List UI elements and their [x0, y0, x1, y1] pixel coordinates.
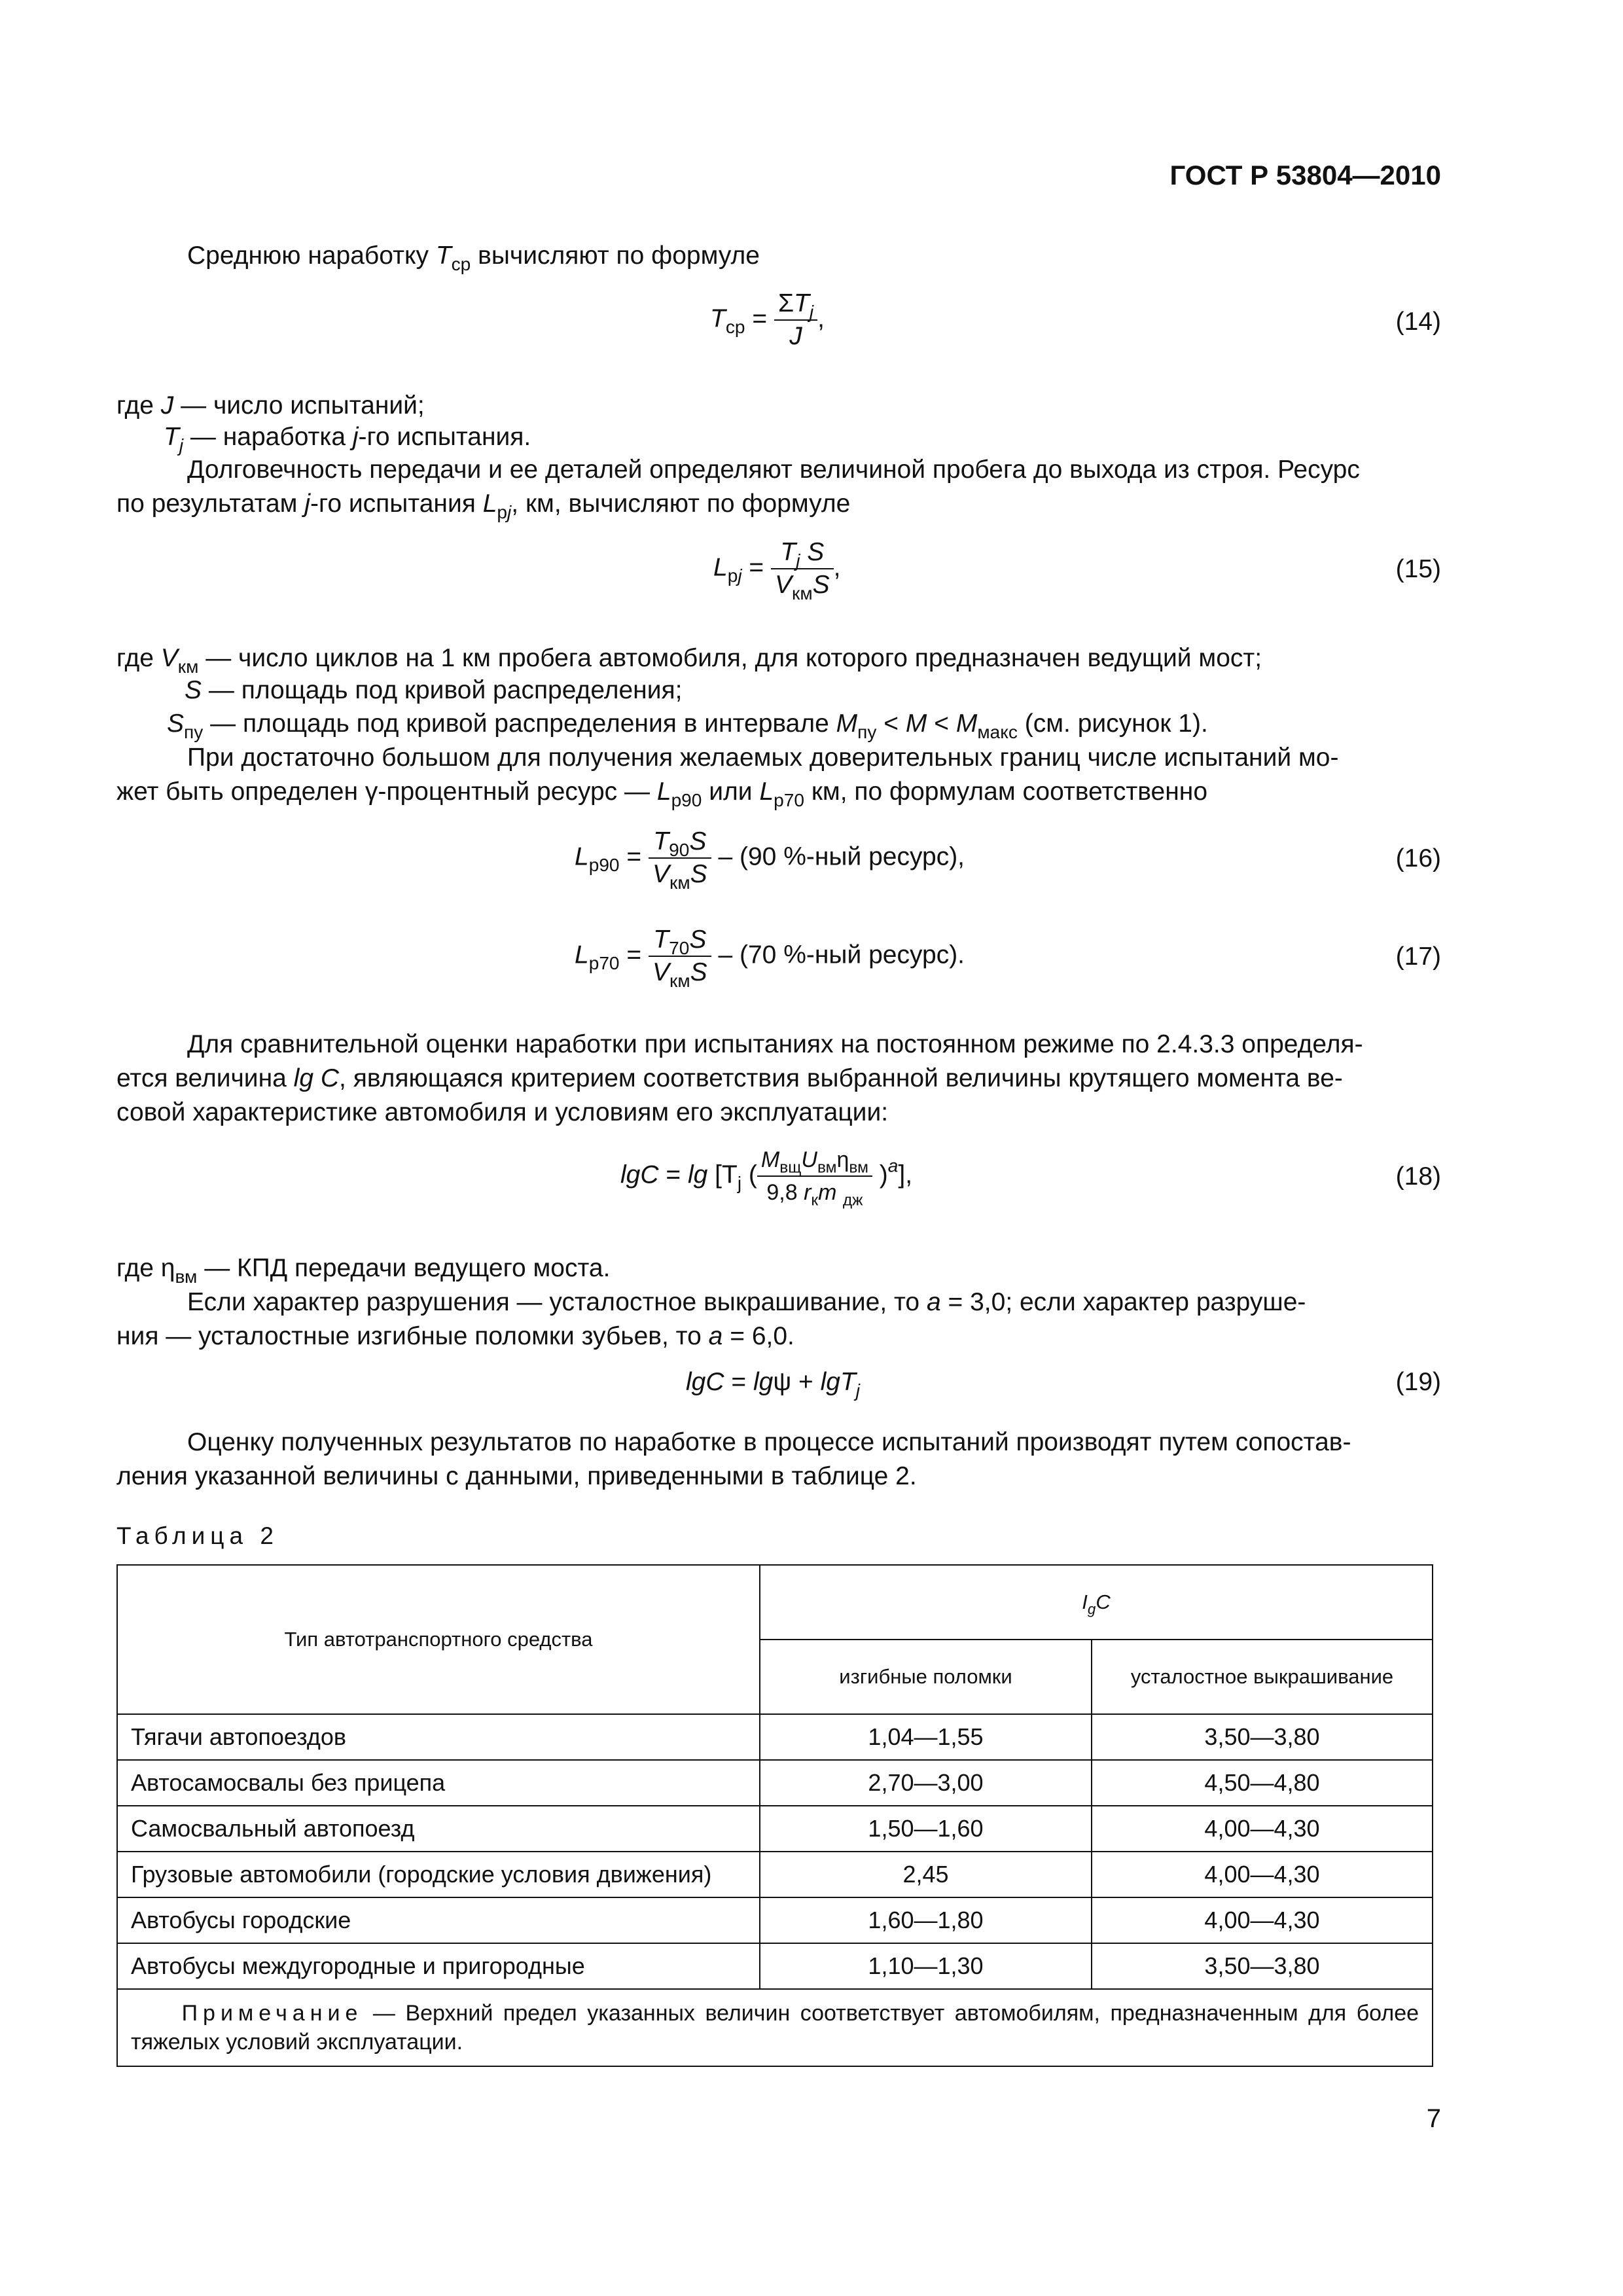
formula-18: $\lg C = \lg [T_j$ ( $\frac{M_{вщ}U_{вм}\eta_{вм}}{9,8 r_кm _{дж}}$ )$^a$], — [620, 1144, 912, 1208]
paragraph-gamma-2: жет быть определен γ-процентный ресурс — $L_{р90}$ или $L_{р70}$ км, по формулам соответственно — [116, 778, 1208, 810]
cell-vehicle-type: Автобусы городские — [117, 1897, 760, 1943]
table-row — [117, 1760, 1433, 1806]
where-tj: $T_j$ — наработка j-го испытания. — [164, 423, 531, 456]
paragraph-mean-runtime: Среднюю наработку $T_{ср}$ вычисляют по формуле — [187, 242, 760, 274]
formula-16: $L_{р90}$ = $\frac{T_{90}S}{V_{км}S}$ – (90 %-ный ресурс), — [575, 827, 965, 893]
note-label: Примечание — [181, 2001, 363, 2026]
equation-number-19: (19) — [1395, 1368, 1441, 1396]
cell-vehicle-type: Самосвальный автопоезд — [117, 1806, 760, 1852]
equation-number-18: (18) — [1395, 1162, 1441, 1191]
where-s: S — площадь под кривой распределения; — [185, 676, 683, 704]
paragraph-assessment-2: ления указанной величины с данными, приведенными в таблице 2. — [116, 1462, 917, 1490]
table-caption: Таблица 2 — [116, 1522, 279, 1549]
paragraph-assessment-1: Оценку полученных результатов по наработке в процессе испытаний производят путем сопостав- — [187, 1428, 1351, 1456]
header-bending-breakage: изгибные поломки — [760, 1640, 1092, 1714]
cell-bending: 2,45 — [760, 1852, 1092, 1897]
paragraph-durability-1: Долговечность передачи и ее деталей определяют величиной пробега до выхода из строя. Ресурс — [187, 456, 1360, 484]
paragraph-gamma-1: При достаточно большом для получения желаемых доверительных границ числе испытаний мо- — [187, 744, 1339, 772]
cell-vehicle-type: Автосамосвалы без прицепа — [117, 1760, 760, 1806]
cell-fatigue: 4,50—4,80 — [1092, 1760, 1433, 1806]
cell-fatigue: 4,00—4,30 — [1092, 1852, 1433, 1897]
cell-bending: 1,60—1,80 — [760, 1897, 1092, 1943]
cell-bending: 1,04—1,55 — [760, 1714, 1092, 1760]
cell-vehicle-type: Тягачи автопоездов — [117, 1714, 760, 1760]
cell-bending: 1,50—1,60 — [760, 1806, 1092, 1852]
table-row — [117, 1806, 1433, 1852]
formula-19: lgC = lgψ + lgT$_j$ — [686, 1368, 861, 1401]
cell-fatigue: 3,50—3,80 — [1092, 1943, 1433, 1989]
cell-fatigue: 4,00—4,30 — [1092, 1806, 1433, 1852]
cell-vehicle-type: Автобусы междугородные и пригородные — [117, 1943, 760, 1989]
table-row — [117, 1897, 1433, 1943]
equation-number-14: (14) — [1395, 308, 1441, 336]
equation-number-15: (15) — [1395, 555, 1441, 583]
header-vehicle-type: Тип автотранспортного средства — [117, 1565, 760, 1714]
paragraph-lgc-2: ется величина lg C, являющаяся критерием соответствия выбранной величины крутящего момента ве- — [116, 1064, 1343, 1092]
formula-14: $T_{ср}$ = $\frac{\Sigma T_j}{J}$ , — [710, 289, 825, 350]
table-row — [117, 1852, 1433, 1897]
header-fatigue-pitting: усталостное выкрашивание — [1092, 1640, 1433, 1714]
where-v: где $V_{км}$ — число циклов на 1 км пробега автомобиля, для которого предназначен ведущий мост; — [116, 644, 1262, 677]
where-j: где J — число испытаний; — [116, 391, 425, 420]
paragraph-fracture-2: ния — усталостные изгибные поломки зубьев, то a = 6,0. — [116, 1322, 794, 1350]
paragraph-lgc-3: совой характеристике автомобиля и условиям его эксплуатации: — [116, 1098, 889, 1126]
table-note — [117, 1989, 1433, 2066]
cell-bending: 1,10—1,30 — [760, 1943, 1092, 1989]
where-spy: $S_{пу}$ — площадь под кривой распределения в интервале $M_{пу} < M < M_{макс}$ (см. рисунок 1). — [167, 709, 1208, 742]
cell-fatigue: 4,00—4,30 — [1092, 1897, 1433, 1943]
document-id: ГОСТ Р 53804—2010 — [1169, 160, 1441, 190]
equation-number-16: (16) — [1395, 844, 1441, 872]
cell-bending: 2,70—3,00 — [760, 1760, 1092, 1806]
paragraph-durability-2: по результатам j-го испытания $L_{рj}$, км, вычисляют по формуле — [116, 490, 851, 522]
cell-vehicle-type: Грузовые автомобили (городские условия движения) — [117, 1852, 760, 1897]
header-lgc: $I_gC$ — [760, 1565, 1433, 1640]
page-number: 7 — [1426, 2104, 1441, 2133]
table-2 — [116, 1564, 1433, 2067]
table-row — [117, 1714, 1433, 1760]
formula-17: $L_{р70}$ = $\frac{T_{70}S}{V_{км}S}$ – (70 %-ный ресурс). — [575, 925, 965, 991]
paragraph-fracture-1: Если характер разрушения — усталостное выкрашивание, то a = 3,0; если характер разруше- — [187, 1288, 1306, 1316]
formula-15: $L_{рj}$ = $\frac{T_j S}{V_{км}S}$ , — [713, 538, 841, 603]
where-eta: где $\eta_{вм}$ — КПД передачи ведущего моста. — [116, 1254, 611, 1287]
cell-fatigue: 3,50—3,80 — [1092, 1714, 1433, 1760]
paragraph-lgc-1: Для сравнительной оценки наработки при испытаниях на постоянном режиме по 2.4.3.3 определя- — [187, 1030, 1363, 1058]
note-text: — Верхний предел указанных величин соответствует автомобилям, предназначенным для более тяжелых условий эксплуатации. — [131, 2001, 1419, 2054]
equation-number-17: (17) — [1395, 942, 1441, 971]
table-row — [117, 1943, 1433, 1989]
